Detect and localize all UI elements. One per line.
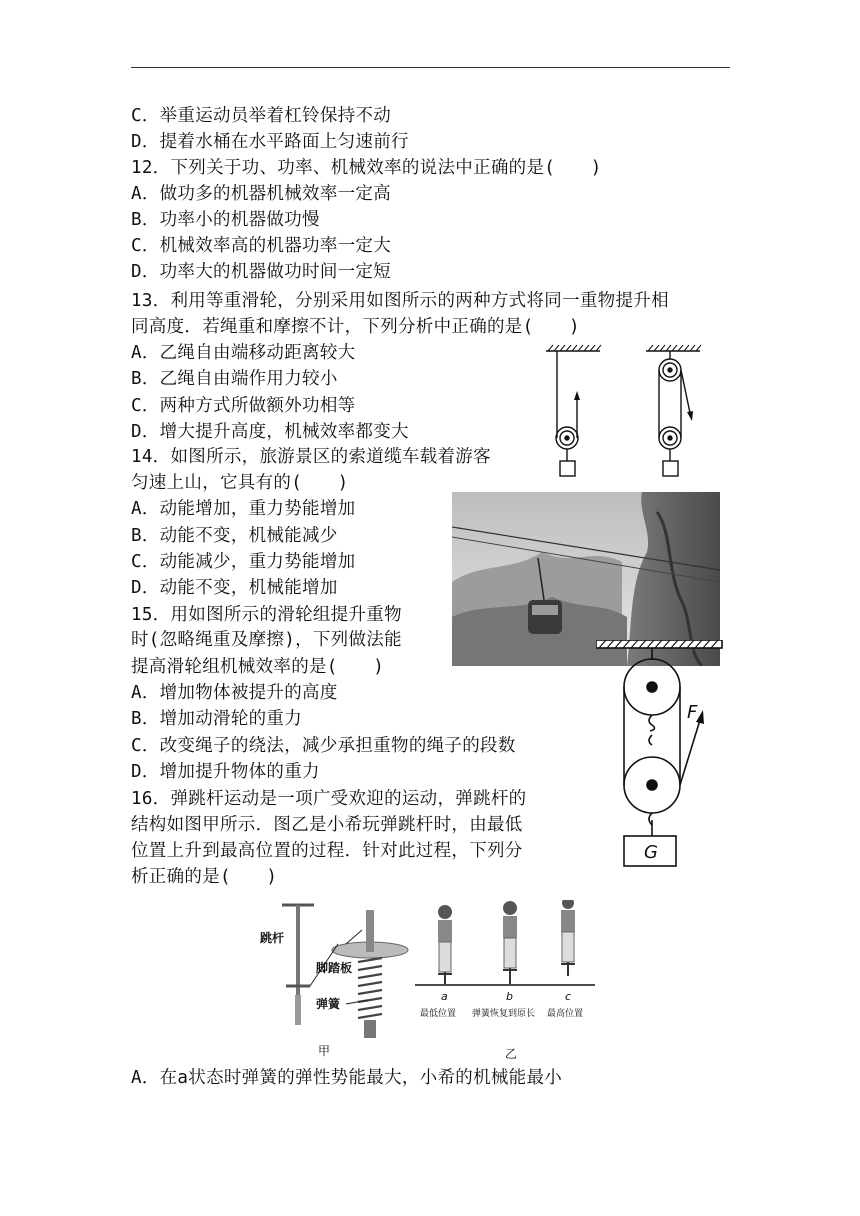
caption-jia: 甲	[318, 1044, 331, 1058]
up-arrow	[574, 391, 580, 400]
question-13: 13．利用等重滑轮，分别采用如图所示的两种方式将同一重物提升相	[131, 291, 669, 311]
text-line: A．在a状态时弹簧的弹性势能最大，小希的机械能最小	[131, 1068, 563, 1088]
force-label: F	[687, 702, 698, 723]
state-b-letter: b	[506, 990, 513, 1003]
down-arrow	[687, 411, 693, 421]
text-line: C．动能减少，重力势能增加	[131, 552, 356, 572]
text-line: 结构如图甲所示．图乙是小希玩弹跳杆时，由最低	[131, 815, 523, 835]
kid-c	[561, 900, 575, 976]
text-line: C．两种方式所做额外功相等	[131, 396, 356, 416]
text-line: C．改变绳子的绕法，减少承担重物的绳子的段数	[131, 736, 516, 756]
state-a-letter: a	[441, 990, 448, 1003]
spring	[358, 958, 382, 1018]
text-line: 同高度．若绳重和摩擦不计，下列分析中正确的是( )	[131, 317, 580, 337]
question-12: 12．下列关于功、功率、机械效率的说法中正确的是( )	[131, 158, 602, 178]
state-b-desc: 弹簧恢复到原长	[472, 1009, 536, 1019]
label-tiaogan: 跳杆	[260, 931, 285, 945]
text-line: D．提着水桶在水平路面上匀速前行	[131, 132, 409, 152]
hatch	[548, 345, 601, 351]
text-line: C．机械效率高的机器功率一定大	[131, 236, 392, 256]
weight-box	[560, 461, 575, 476]
text-line: D．增大提升高度，机械效率都变大	[131, 422, 409, 442]
text-line: B．功率小的机器做功慢	[131, 210, 320, 230]
question-15: 15．用如图所示的滑轮组提升重物	[131, 605, 402, 625]
text-line: A．增加物体被提升的高度	[131, 683, 338, 703]
state-c-letter: c	[565, 990, 572, 1003]
question-14: 14．如图所示，旅游景区的索道缆车载着游客	[131, 447, 491, 467]
frame-yi	[415, 900, 595, 1060]
pulley-group-figure	[596, 640, 726, 870]
pogo-stick-figure	[250, 900, 610, 1060]
text-line: A．动能增加，重力势能增加	[131, 499, 356, 519]
question-16: 16．弹跳杆运动是一项广受欢迎的运动，弹跳杆的	[131, 789, 527, 809]
text-line: A．乙绳自由端移动距离较大	[131, 343, 356, 363]
frame-jia	[260, 905, 408, 1058]
text-line: C．举重运动员举着杠铃保持不动	[131, 106, 392, 126]
state-a-desc: 最低位置	[420, 1009, 457, 1019]
header-rule	[131, 67, 730, 68]
label-tanhuang: 弹簧	[316, 997, 341, 1011]
label-jiaotaban: 脚踏板	[316, 961, 353, 975]
kid-a	[438, 905, 452, 984]
text-line: 时(忽略绳重及摩擦)，下列做法能	[131, 630, 402, 650]
text-line: 位置上升到最高位置的过程．针对此过程，下列分	[131, 841, 523, 861]
text-line: B．乙绳自由端作用力较小	[131, 369, 338, 389]
text-line: 提高滑轮组机械效率的是( )	[131, 657, 385, 677]
pulley-comparison-figure	[540, 343, 710, 488]
state-c-desc: 最高位置	[547, 1009, 584, 1019]
text-line: A．做功多的机器机械效率一定高	[131, 184, 392, 204]
text-line: D．增加提升物体的重力	[131, 762, 320, 782]
text-line: 析正确的是( )	[131, 867, 278, 887]
text-line: D．动能不变，机械能增加	[131, 578, 338, 598]
caption-yi: 乙	[505, 1047, 518, 1060]
text-line: B．动能不变，机械能减少	[131, 526, 338, 546]
kid-b	[503, 901, 517, 984]
text-line: D．功率大的机器做功时间一定短	[131, 262, 392, 282]
text-line: B．增加动滑轮的重力	[131, 709, 303, 729]
weight-label: G	[644, 842, 658, 863]
text-line: 匀速上山，它具有的( )	[131, 473, 349, 493]
